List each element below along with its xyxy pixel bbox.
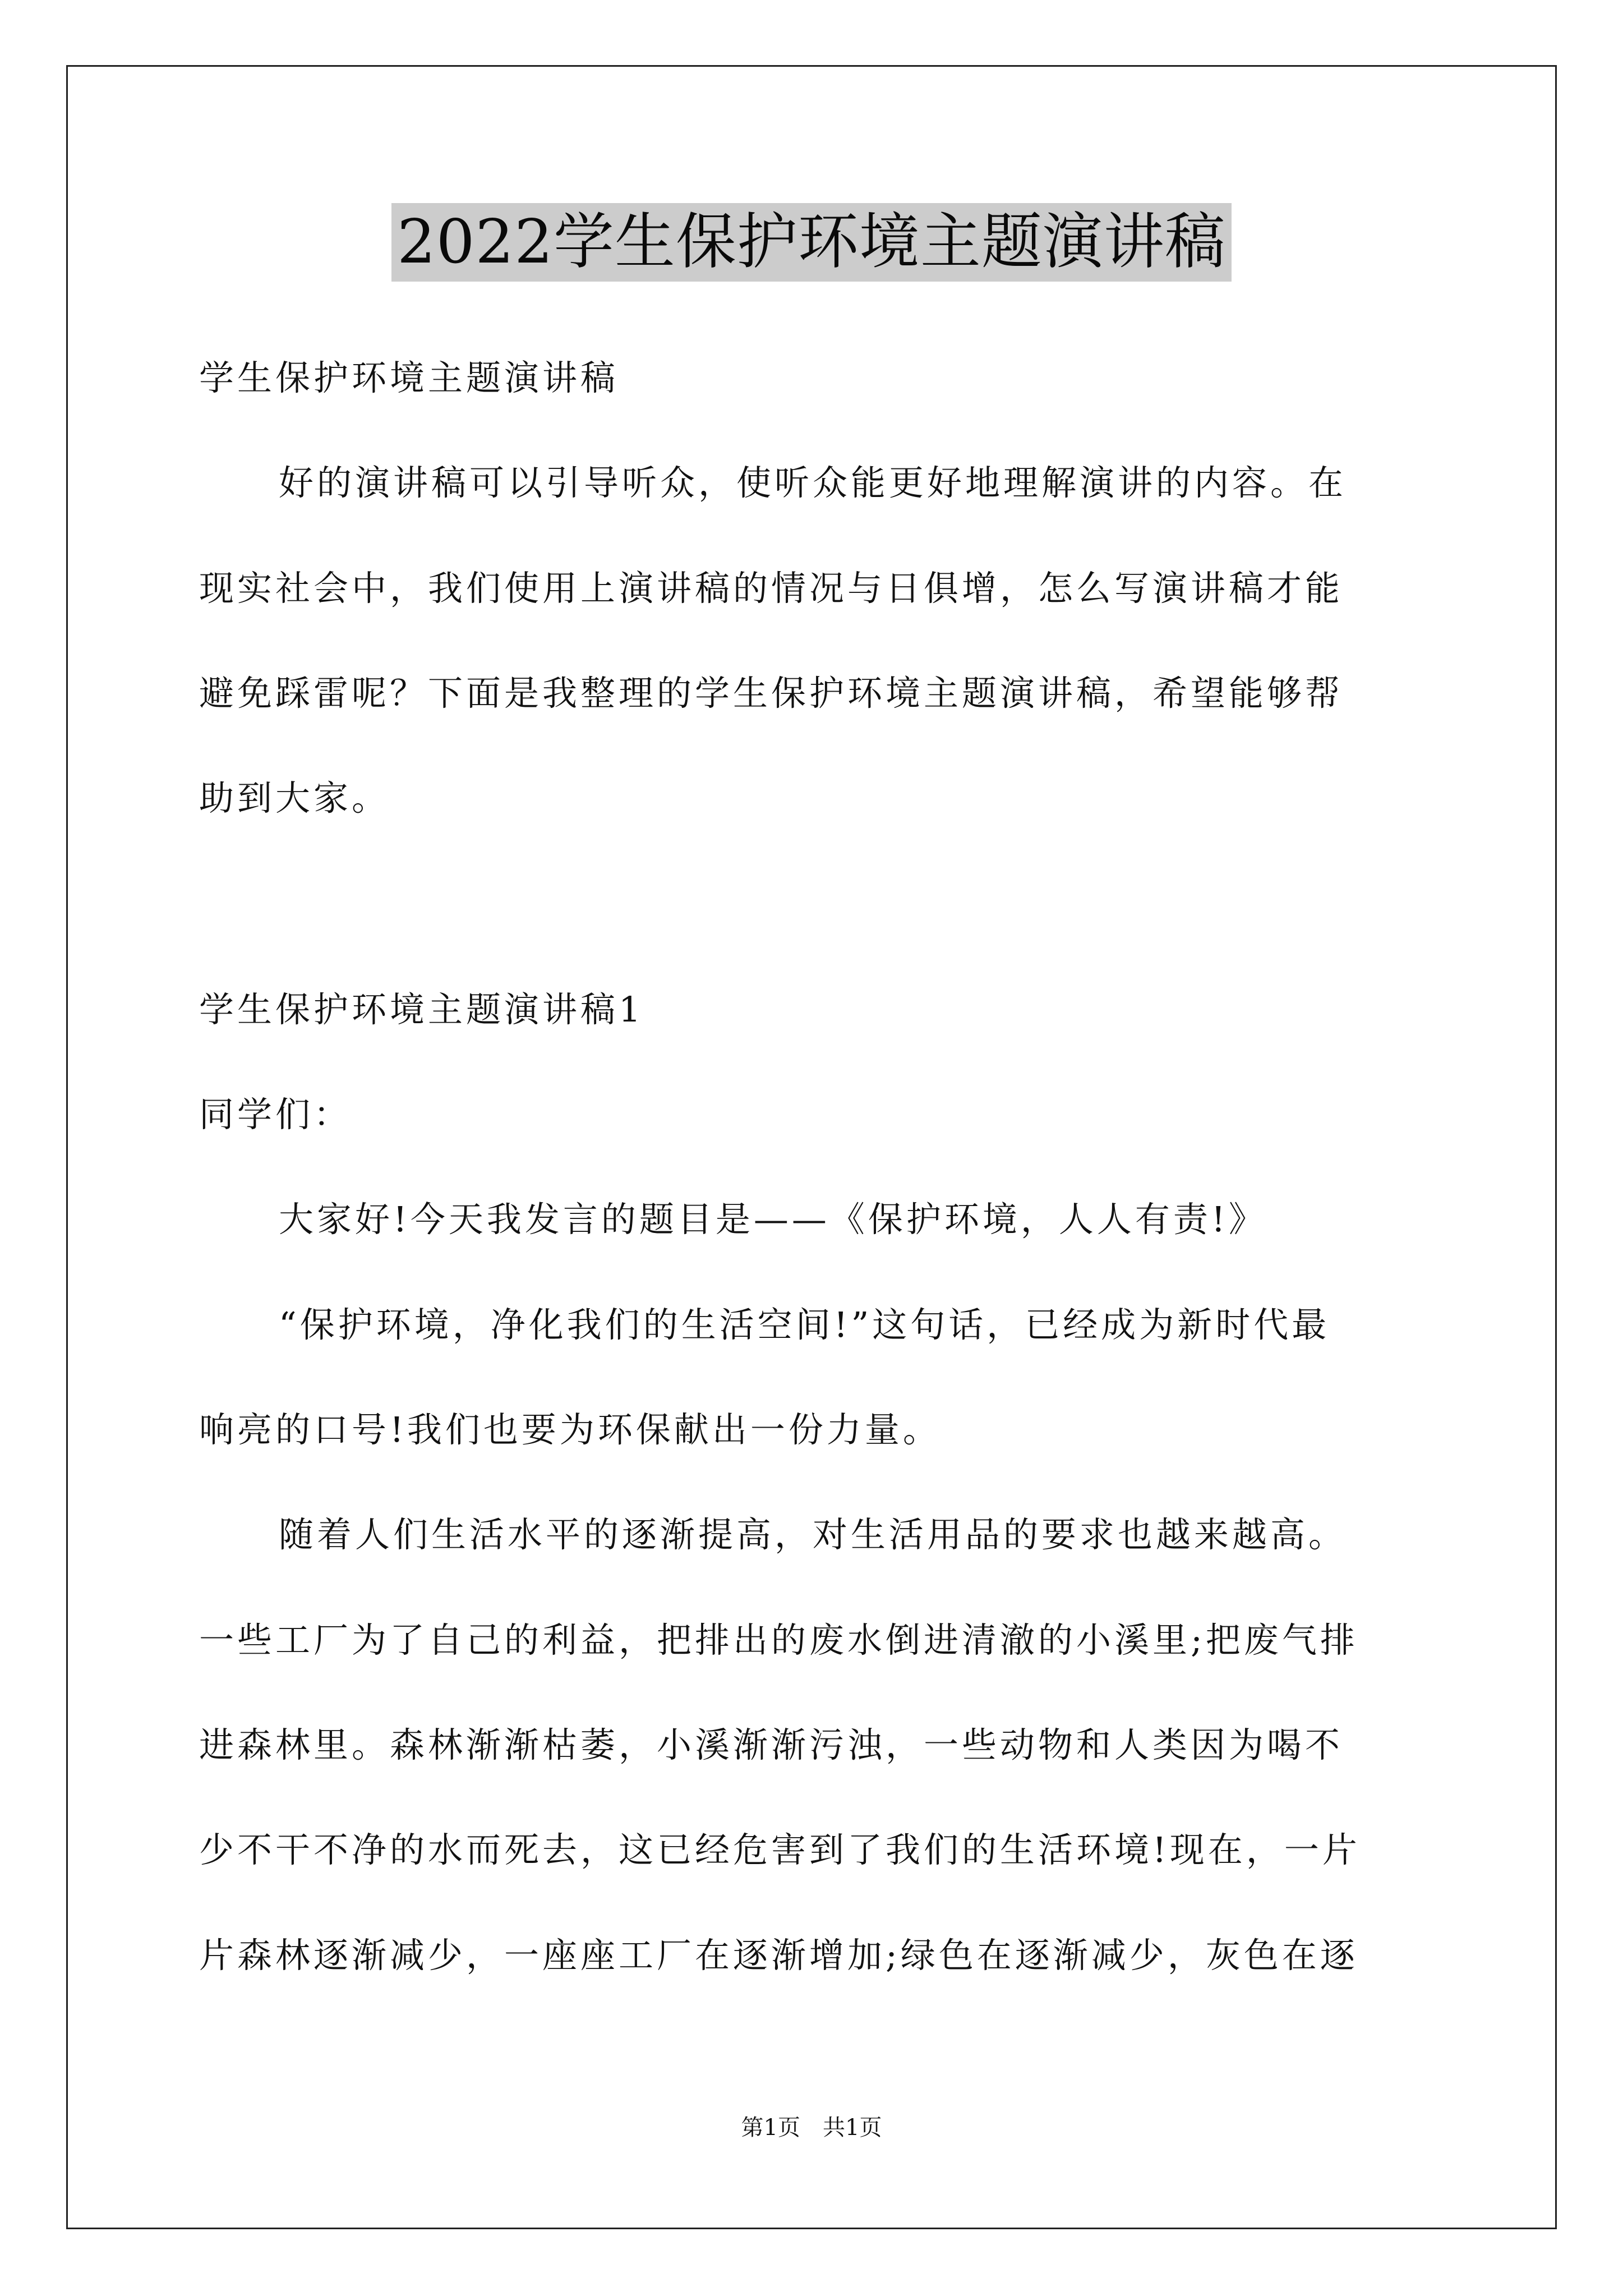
- body-line: 少不干不净的水而死去，这已经危害到了我们的生活环境!现在，一片: [199, 1829, 1361, 1870]
- title-container: [0, 203, 1623, 282]
- body-line: 进森林里。森林渐渐枯萎，小溪渐渐污浊，一些动物和人类因为喝不: [199, 1724, 1344, 1765]
- body-line: 大家好!今天我发言的题目是——《保护环境，人人有责!》: [279, 1199, 1267, 1240]
- document-title: 2022学生保护环境主题演讲稿: [391, 203, 1232, 282]
- body-line: 响亮的口号!我们也要为环保献出一份力量。: [199, 1409, 941, 1450]
- page-footer: 第1页 共1页: [741, 2115, 882, 2141]
- intro-line: 助到大家。: [199, 777, 390, 818]
- intro-line: 避免踩雷呢？下面是我整理的学生保护环境主题演讲稿，希望能够帮: [199, 673, 1344, 714]
- section-heading: 学生保护环境主题演讲稿1: [199, 989, 644, 1030]
- body-line: 一些工厂为了自己的利益，把排出的废水倒进清澈的小溪里;把废气排: [199, 1619, 1358, 1660]
- intro-line: 好的演讲稿可以引导听众，使听众能更好地理解演讲的内容。在: [279, 462, 1347, 503]
- salutation: 同学们：: [199, 1094, 352, 1135]
- body-line: 随着人们生活水平的逐渐提高，对生活用品的要求也越来越高。: [279, 1514, 1347, 1555]
- intro-line: 现实社会中，我们使用上演讲稿的情况与日俱增，怎么写演讲稿才能: [199, 568, 1344, 609]
- body-line: 片森林逐渐减少，一座座工厂在逐渐增加;绿色在逐渐减少，灰色在逐: [199, 1935, 1358, 1976]
- document-subtitle: 学生保护环境主题演讲稿: [199, 357, 619, 398]
- body-line: “保护环境，净化我们的生活空间!”这句话，已经成为新时代最: [279, 1304, 1330, 1345]
